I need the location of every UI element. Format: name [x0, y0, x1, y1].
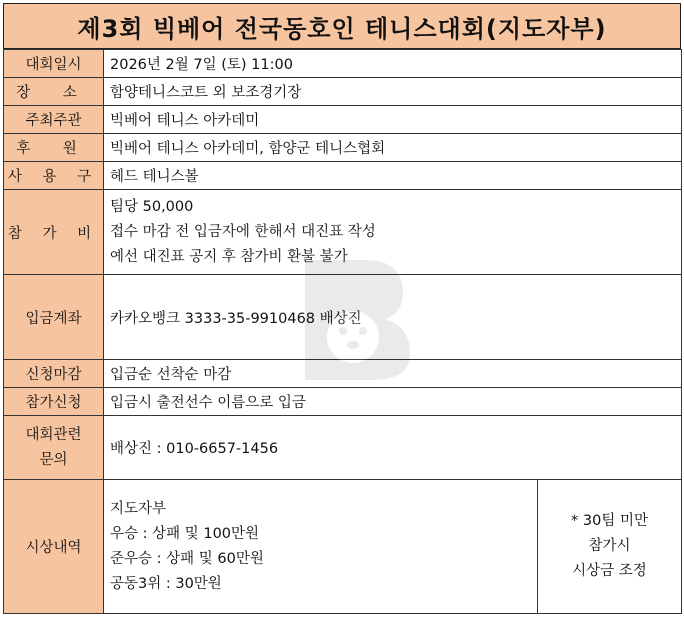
prize-line: 공동3위 : 30만원 — [110, 575, 222, 592]
label-apply: 참가신청 — [4, 388, 104, 416]
value-apply: 입금시 출전선수 이름으로 입금 — [104, 388, 682, 416]
row-place — [4, 78, 682, 106]
label-sponsor: 후 원 — [16, 141, 91, 157]
prize-line: 준우승 : 상패 및 60만원 — [110, 550, 264, 567]
row-sponsor — [4, 134, 682, 162]
label-prize: 시상내역 — [4, 480, 104, 614]
bear-logo-icon — [295, 255, 415, 385]
fee-line: 팀당 50,000 — [110, 198, 194, 215]
value-sponsor: 빅베어 테니스 아카데미, 함양군 테니스협회 — [104, 134, 682, 162]
label-date: 대회일시 — [4, 50, 104, 78]
prize-line: 지도자부 — [110, 500, 167, 517]
label-contact: 대회관련 문의 — [4, 416, 104, 480]
value-date: 2026년 2월 7일 (토) 11:00 — [104, 50, 682, 78]
value-place: 함양테니스코트 외 보조경기장 — [104, 78, 682, 106]
fee-line: 예선 대진표 공지 후 참가비 환불 불가 — [110, 248, 348, 265]
page-title: 제3회 빅베어 전국동호인 테니스대회(지도자부) — [3, 3, 681, 49]
value-account: 카카오뱅크 3333-35-9910468 배상진 — [104, 275, 682, 360]
label-account: 입금계좌 — [4, 275, 104, 360]
value-ball: 헤드 테니스볼 — [104, 162, 682, 190]
label-fee: 참 가 비 — [7, 225, 100, 242]
label-organizer: 주최주관 — [4, 106, 104, 134]
tournament-info-sheet — [3, 3, 681, 615]
row-prize — [4, 480, 682, 614]
label-deadline: 신청마감 — [4, 360, 104, 388]
row-contact — [4, 416, 682, 480]
prize-note: * 30팀 미만 참가시 시상금 조정 — [538, 480, 682, 614]
label-ball: 사 용 구 — [7, 169, 100, 185]
row-ball — [4, 162, 682, 190]
row-organizer — [4, 106, 682, 134]
value-prize — [104, 480, 538, 614]
label-place: 장 소 — [16, 85, 91, 101]
value-deadline: 입금순 선착순 마감 — [104, 360, 682, 388]
row-apply — [4, 388, 682, 416]
value-organizer: 빅베어 테니스 아카데미 — [104, 106, 682, 134]
value-contact: 배상진 : 010-6657-1456 — [104, 416, 682, 480]
row-date — [4, 50, 682, 78]
prize-line: 우승 : 상패 및 100만원 — [110, 525, 260, 542]
fee-line: 접수 마감 전 입금자에 한해서 대진표 작성 — [110, 223, 376, 240]
